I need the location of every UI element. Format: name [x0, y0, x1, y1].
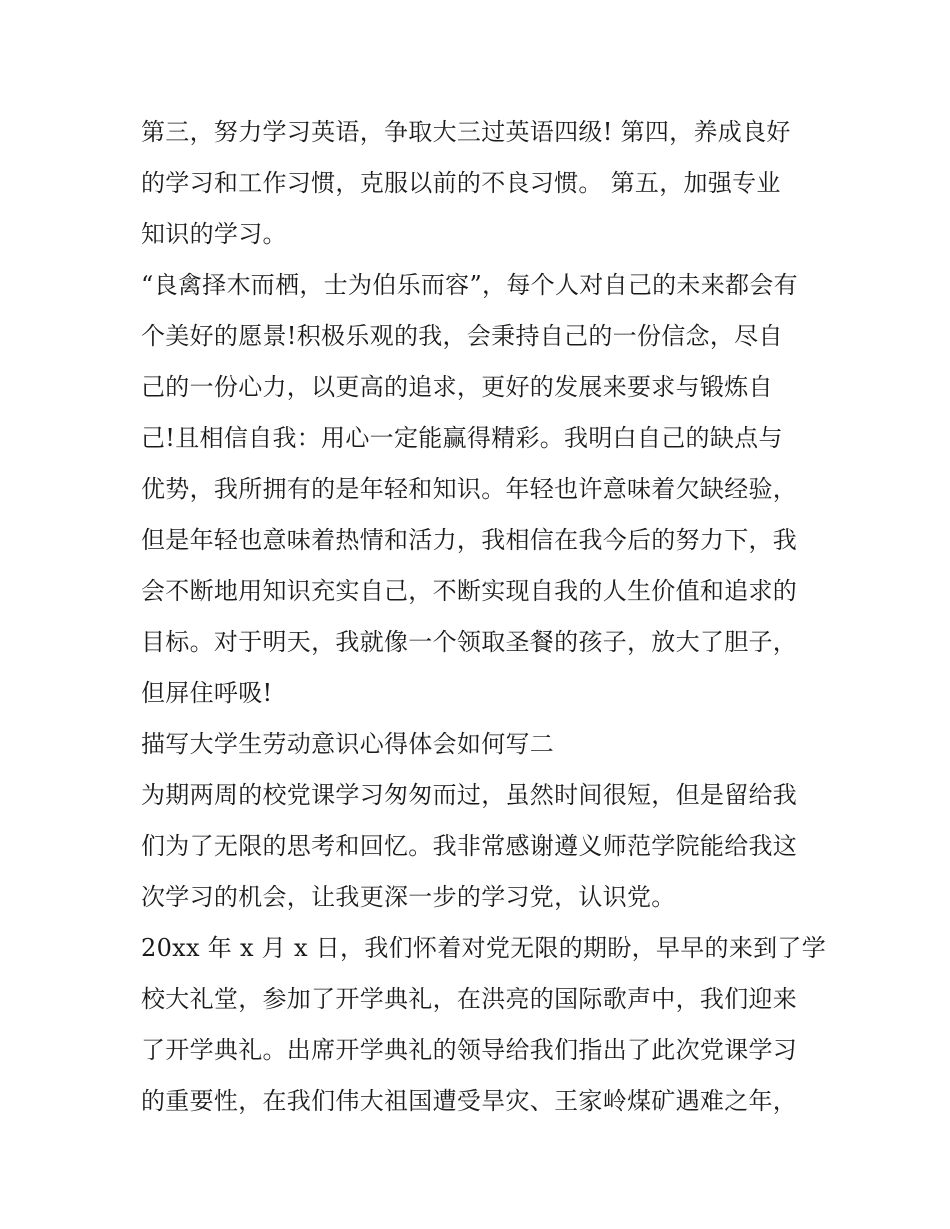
- text-line: 目标。对于明天，我就像一个领取圣餐的孩子，放大了胆子，: [141, 628, 798, 656]
- text-line: 但是年轻也意味着热情和活力，我相信在我今后的努力下，我: [141, 526, 798, 554]
- section-heading: 描写大学生劳动意识心得体会如何写二: [141, 730, 555, 758]
- text-line: 为期两周的校党课学习匆匆而过，虽然时间很短，但是留给我: [141, 781, 798, 809]
- text-line: 次学习的机会，让我更深一步的学习党，认识党。: [141, 883, 676, 911]
- text-line: 了开学典礼。出席开学典礼的领导给我们指出了此次党课学习: [141, 1036, 798, 1064]
- text-line: 会不断地用知识充实自己，不断实现自我的人生价值和追求的: [141, 577, 798, 605]
- text-line: 第三，努力学习英语，争取大三过英语四级! 第四，养成良好: [141, 118, 791, 146]
- text-line: 个美好的愿景!积极乐观的我，会秉持自己的一份信念，尽自: [141, 322, 783, 350]
- text-line: 己!且相信自我：用心一定能赢得精彩。我明白自己的缺点与: [141, 424, 783, 452]
- document-body: [141, 107, 827, 1127]
- text-line: 的重要性，在我们伟大祖国遭受旱灾、王家岭煤矿遇难之年，: [141, 1087, 798, 1115]
- text-line: 20xx 年 x 月 x 日，我们怀着对党无限的期盼，早早的来到了学: [141, 934, 827, 962]
- text-line: 知识的学习。: [141, 220, 287, 248]
- text-line: 的学习和工作习惯，克服以前的不良习惯。 第五，加强专业: [141, 169, 781, 197]
- text-line: 但屏住呼吸!: [141, 679, 273, 707]
- text-line: 己的一份心力，以更高的追求，更好的发展来要求与锻炼自: [141, 373, 773, 401]
- text-line: “良禽择木而栖，士为伯乐而容”，每个人对自己的未来都会有: [141, 271, 798, 299]
- text-line: 优势，我所拥有的是年轻和知识。年轻也许意味着欠缺经验，: [141, 475, 798, 503]
- text-line: 校大礼堂，参加了开学典礼，在洪亮的国际歌声中，我们迎来: [141, 985, 798, 1013]
- text-line: 们为了无限的思考和回忆。我非常感谢遵义师范学院能给我这: [141, 832, 798, 860]
